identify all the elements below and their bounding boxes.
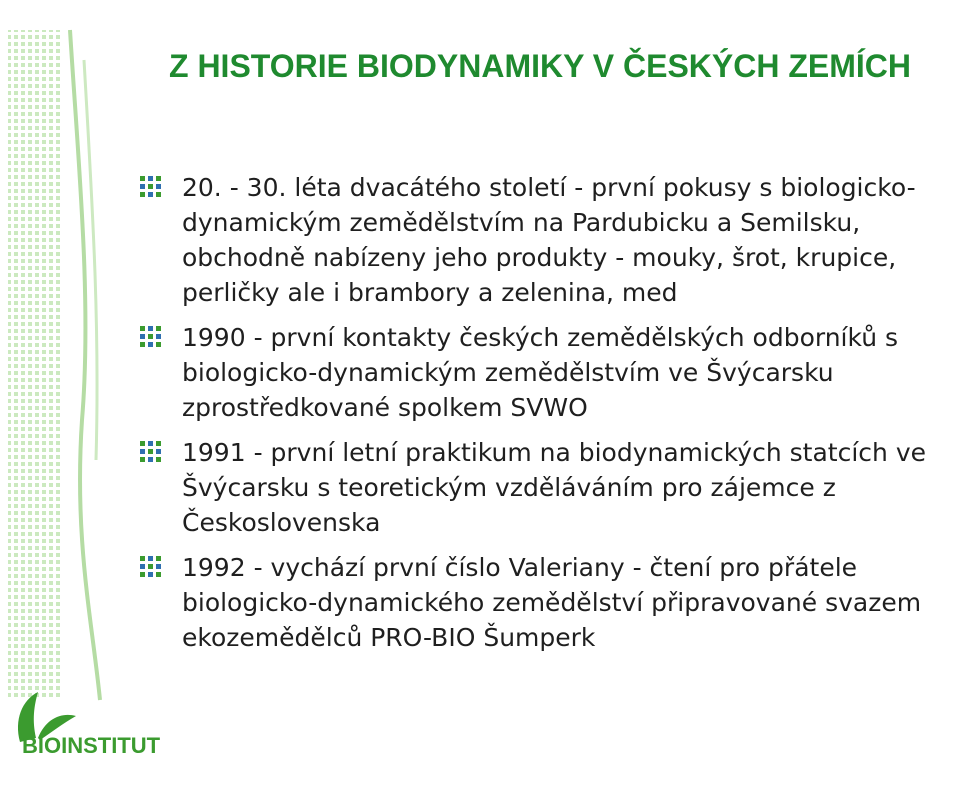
bullet-text: 20. - 30. léta dvacátého století - první pokusy s biologicko-dynamickým zemědělstvím na Pardubicku a Semilsku, obchodně nabízeny jeho produkty - mouky, šrot, krupice, perličky ale i brambory a zelenina, med <box>182 173 916 307</box>
bullet-text: 1992 - vychází první číslo Valeriany - čtení pro přátele biologicko-dynamického zemědělství připravované svazem ekozemědělců PRO-BIO Šumperk <box>182 553 922 652</box>
list-item <box>140 320 955 425</box>
grid-bullet-icon <box>140 326 162 348</box>
grid-bullet-icon <box>140 556 162 578</box>
bullet-text: 1991 - první letní praktikum na biodynamických statcích ve Švýcarsku s teoretickým vzděláváním pro zájemce z Československa <box>182 438 926 537</box>
bullet-list <box>140 170 955 665</box>
grid-bullet-icon <box>140 441 162 463</box>
grid-bullet-icon <box>140 176 162 198</box>
bioinstitut-logo <box>18 692 161 758</box>
list-item <box>140 550 955 655</box>
slide-title: Z HISTORIE BIODYNAMIKY V ČESKÝCH ZEMÍCH <box>169 48 911 84</box>
list-item <box>140 435 955 540</box>
list-item <box>140 170 955 310</box>
svg-text:BIOINSTITUT: BIOINSTITUT <box>22 733 161 758</box>
bullet-text: 1990 - první kontakty českých zemědělských odborníků s biologicko-dynamickým zemědělstvím ve Švýcarsku zprostředkované spolkem SVWO <box>182 323 899 422</box>
